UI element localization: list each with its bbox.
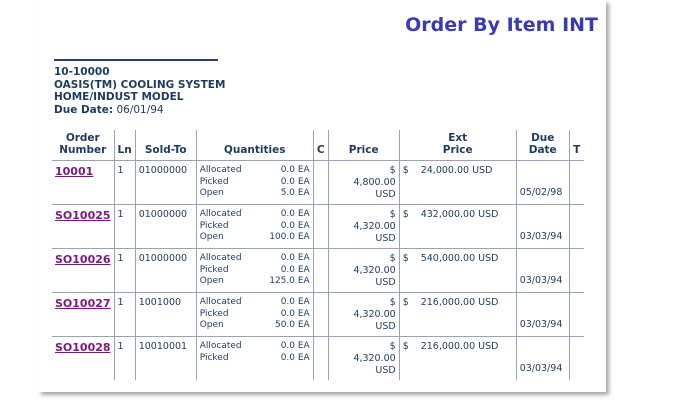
price-cell: $ 4,320.00 USD [328,293,399,337]
qty-open: Open 50.0 EA [199,320,310,330]
t-cell [569,337,584,381]
qty-allocated: Allocated 0.0 EA [199,297,310,307]
table-row [52,205,584,249]
order-number-link[interactable]: SO10028 [55,341,111,354]
qty-allocated: Allocated 0.0 EA [199,209,310,219]
col-c: C [313,130,328,161]
quantities-cell [196,249,313,293]
report-panel [38,0,606,392]
quantities-cell [196,161,313,205]
ext-price: 216,000.00 USD [420,297,499,308]
qty-allocated: Allocated 0.0 EA [199,341,310,351]
order-number-link[interactable]: 10001 [55,165,94,178]
c-cell [313,249,328,293]
col-order-number: Order Number [52,130,114,161]
due-date: 03/03/94 [516,337,569,381]
c-cell [313,337,328,381]
table-row [52,249,584,293]
t-cell [569,205,584,249]
qty-picked: Picked 0.0 EA [199,264,310,275]
order-number-cell [52,293,114,337]
order-number-link[interactable]: SO10025 [55,209,111,222]
ext-price: 24,000.00 USD [420,165,493,176]
qty-picked: Picked 0.0 EA [199,176,310,187]
price-cell: $ 4,320.00 USD [328,337,399,381]
c-cell [313,161,328,205]
c-cell [313,205,328,249]
qty-picked: Picked 0.0 EA [199,220,310,231]
col-due-date: Due Date [516,130,569,161]
t-cell [569,293,584,337]
quantities-cell [196,205,313,249]
due-date: 03/03/94 [516,293,569,337]
t-cell [569,161,584,205]
unit-price: 4,800.00 USD [353,177,396,200]
price-cell: $ 4,320.00 USD [328,205,399,249]
ext-price: 432,000.00 USD [420,209,499,220]
order-number-cell [52,249,114,293]
due-date: 03/03/94 [516,205,569,249]
line-number: 1 [114,293,135,337]
qty-allocated: Allocated 0.0 EA [199,165,310,175]
qty-open: Open 125.0 EA [199,276,310,286]
qty-open: Open 100.0 EA [199,232,310,242]
qty-picked: Picked 0.0 EA [199,352,310,363]
ext-price-cell: $ 540,000.00 USD [399,249,516,293]
col-quantities: Quantities [196,130,313,161]
order-number-link[interactable]: SO10026 [55,253,111,266]
ext-price: 540,000.00 USD [420,253,499,264]
table-row [52,337,584,381]
col-price: Price [328,130,399,161]
item-number: 10-10000 [54,66,110,78]
due-date-value: 06/01/94 [116,103,164,116]
line-number: 1 [114,337,135,381]
line-number: 1 [114,161,135,205]
item-info [54,66,225,116]
c-cell [313,293,328,337]
table-header-row [52,130,584,161]
page-title: Order By Item INT [405,14,598,36]
qty-picked: Picked 0.0 EA [199,308,310,319]
due-date: 03/03/94 [516,249,569,293]
qty-allocated: Allocated 0.0 EA [199,253,310,263]
title-rule [54,59,218,61]
quantities-cell [196,337,313,381]
order-number-cell [52,337,114,381]
sold-to: 01000000 [135,205,196,249]
item-due-date [54,104,225,117]
col-ext-price: Ext Price [399,130,516,161]
col-sold-to: Sold-To [135,130,196,161]
unit-price: 4,320.00 USD [353,309,396,332]
line-number: 1 [114,249,135,293]
unit-price: 4,320.00 USD [353,221,396,244]
sold-to: 10010001 [135,337,196,381]
qty-open: Open 5.0 EA [199,188,310,198]
due-date: 05/02/98 [516,161,569,205]
line-number: 1 [114,205,135,249]
sold-to: 01000000 [135,249,196,293]
sold-to: 1001000 [135,293,196,337]
orders-table [52,130,584,380]
order-number-cell [52,161,114,205]
unit-price: 4,320.00 USD [353,265,396,288]
unit-price: 4,320.00 USD [353,353,396,376]
ext-price-cell: $ 24,000.00 USD [399,161,516,205]
ext-price: 216,000.00 USD [420,341,499,352]
col-t: T [573,144,581,156]
ext-price-cell: $ 216,000.00 USD [399,293,516,337]
table-row [52,161,584,205]
order-number-link[interactable]: SO10027 [55,297,111,310]
due-date-label: Due Date: [54,103,114,116]
order-number-cell [52,205,114,249]
price-cell: $ 4,320.00 USD [328,249,399,293]
table-row [52,293,584,337]
ext-price-cell: $ 432,000.00 USD [399,205,516,249]
price-cell: $ 4,800.00 USD [328,161,399,205]
item-desc-2: HOME/INDUST MODEL [54,91,184,103]
sold-to: 01000000 [135,161,196,205]
t-cell [569,249,584,293]
quantities-cell [196,293,313,337]
ext-price-cell: $ 216,000.00 USD [399,337,516,381]
col-ln: Ln [114,130,135,161]
item-desc-1: OASIS(TM) COOLING SYSTEM [54,78,226,91]
